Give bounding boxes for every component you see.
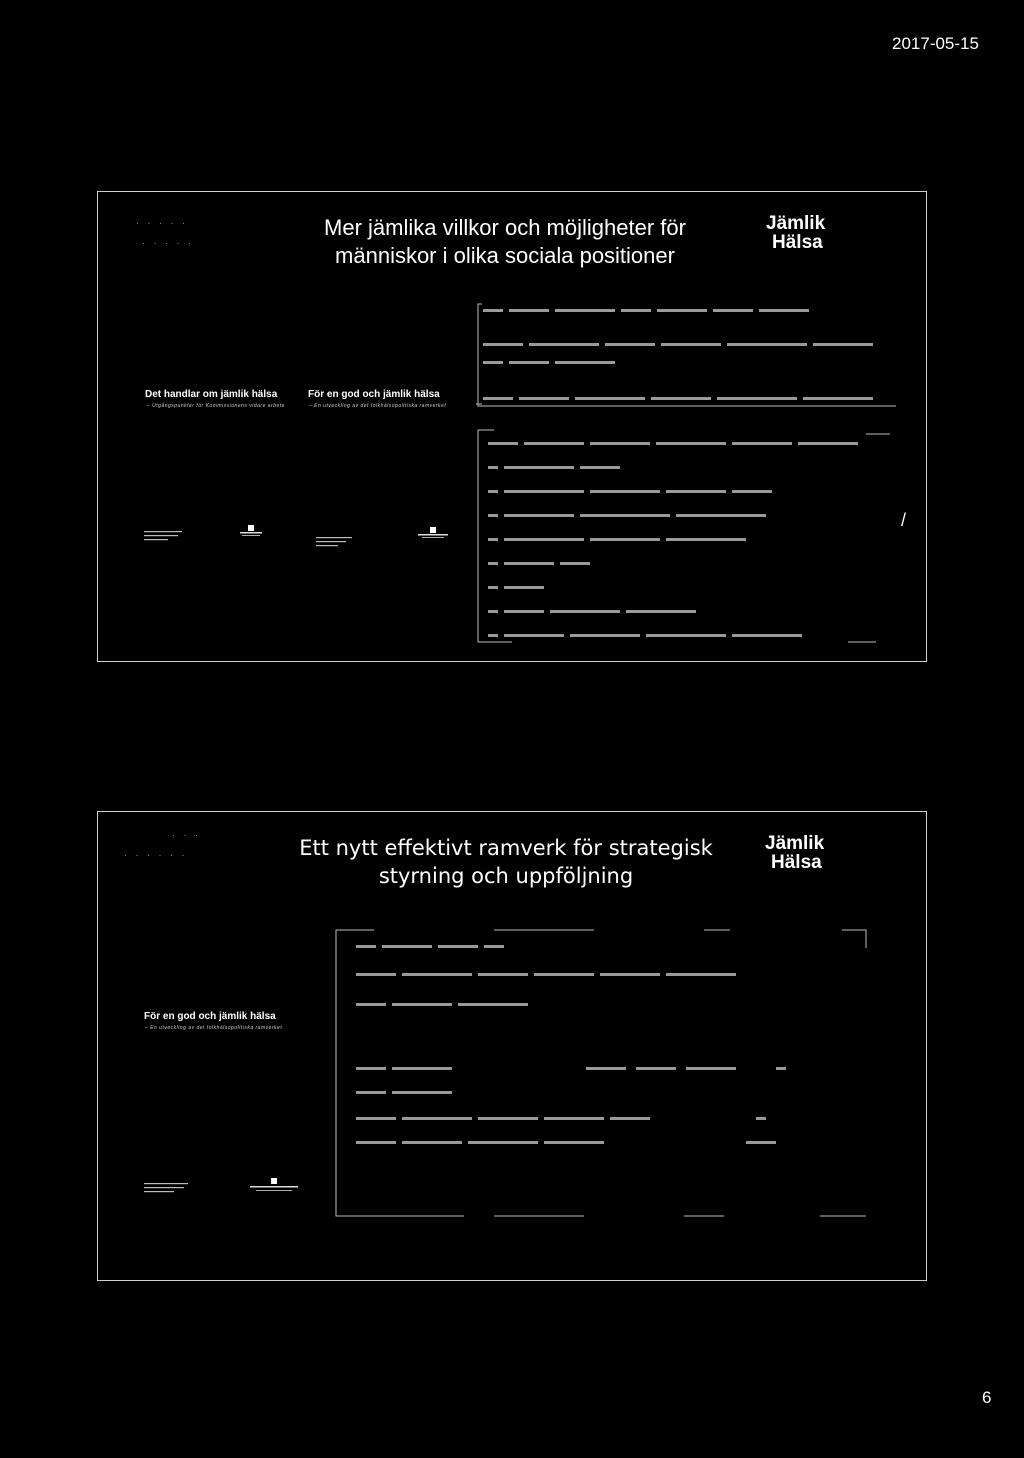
decorative-dots: · · · · ·: [136, 218, 188, 228]
decorative-slash: /: [901, 510, 907, 530]
book-subtitle: – Utgångspunkter för Kommissionens vidare arbete: [147, 403, 285, 409]
cover-footer-text: [144, 530, 184, 542]
page-date: 2017-05-15: [892, 34, 979, 53]
decorative-dots: · · ·: [172, 830, 201, 840]
decorative-dots: · · · · · ·: [124, 850, 188, 860]
emblem-icon: [238, 525, 264, 539]
decorative-dots: · · · · ·: [142, 238, 194, 248]
blurred-text-block: [356, 940, 856, 1150]
book-subtitle: – En utveckling av det folkhälsopolitiska ramverket: [309, 403, 447, 409]
logo-line-1: Jämlik: [765, 833, 825, 854]
logo-line-2: Hälsa: [772, 232, 823, 253]
cover-footer-text: [144, 1182, 194, 1196]
jamlik-halsa-logo: [765, 834, 824, 872]
cover-footer-text: [316, 536, 356, 548]
blurred-text-block: [483, 304, 893, 404]
slide-2: [97, 811, 927, 1281]
emblem-icon: [416, 527, 450, 541]
book-title: För en god och jämlik hälsa: [308, 389, 440, 400]
blurred-list: [488, 437, 888, 637]
slide-1: [97, 191, 927, 662]
page-number: 6: [982, 1388, 992, 1407]
emblem-icon: [248, 1178, 300, 1196]
logo-line-1: Jämlik: [766, 213, 826, 234]
book-title: För en god och jämlik hälsa: [144, 1011, 276, 1022]
book-subtitle: – En utveckling av det folkhälsopolitiska ramverket: [145, 1025, 283, 1031]
logo-line-2: Hälsa: [771, 852, 822, 873]
slide-title: Mer jämlika villkor och möjligheter för människor i olika sociala positioner: [324, 215, 686, 268]
jamlik-halsa-logo: [766, 214, 825, 252]
slide-title: Ett nytt effektivt ramverk för strategisk styrning och uppföljning: [299, 836, 713, 888]
book-title: Det handlar om jämlik hälsa: [145, 389, 278, 400]
